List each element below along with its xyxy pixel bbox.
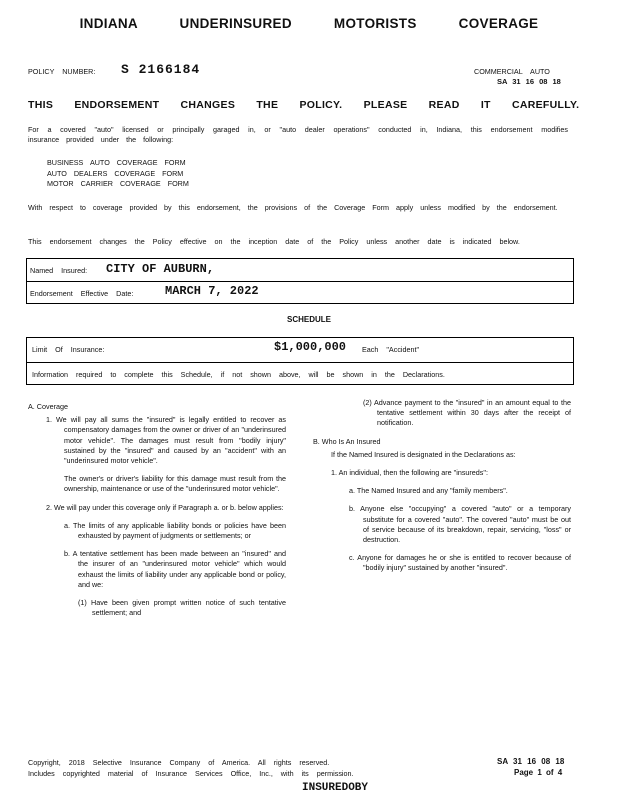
- form-item: MOTOR CARRIER COVERAGE FORM: [47, 179, 189, 188]
- limit-value: $1,000,000: [274, 340, 347, 354]
- endorsement-date-label: Endorsement Effective Date:: [30, 289, 134, 298]
- insured-stamp: INSUREDOBY: [302, 782, 369, 794]
- coverage-item-1-liability: The owner's or driver's liability for this damage must result from the ownership, maintenance or use of the "underinsured motor vehicle".: [64, 474, 286, 494]
- forms-modified-list: [47, 158, 189, 190]
- who-is-insured-intro: If the Named Insured is designated in the Declarations as:: [331, 449, 516, 459]
- form-item: AUTO DEALERS COVERAGE FORM: [47, 168, 184, 178]
- named-insured-label: Named Insured:: [30, 266, 88, 275]
- respect-paragraph: With respect to coverage provided by this endorsement, the provisions of the Coverage Form apply unless modified by the endorsement.: [28, 203, 558, 212]
- document-title: INDIANA UNDERINSURED MOTORISTS COVERAGE: [79, 16, 539, 31]
- coverage-item-2b: b. A tentative settlement has been made between an "insured" and the insurer of an "underinsured motor vehicle" which would exhaust the limits of liability under any applicable bond or policy, and we:: [64, 549, 286, 589]
- insured-item-1: 1. An individual, then the following are "insureds":: [331, 468, 488, 478]
- section-a-heading: A. Coverage: [28, 402, 68, 411]
- insured-item-1c: c. Anyone for damages he or she is entitled to recover because of "bodily injury" sustained by another "insured".: [349, 553, 571, 573]
- intro-paragraph: For a covered "auto" licensed or principally garaged in, or "auto dealer operations" conducted in, Indiana, this endorsement modifies insurance provided under the following:: [28, 125, 568, 144]
- coverage-item-2b2: (2) Advance payment to the "insured" in an amount equal to the tentative settlement within 30 days after the receipt of notification.: [363, 398, 571, 428]
- form-code-bottom: SA 31 16 08 18: [497, 757, 565, 766]
- insured-item-1b: b. Anyone else "occupying" a covered "auto" or a temporary substitute for a covered "auto". The covered "auto" must be out of service because of its breakdown, repair, servicing, "loss" or destruction.: [349, 504, 571, 545]
- schedule-heading: SCHEDULE: [286, 315, 331, 324]
- form-code-top: SA 31 16 08 18: [497, 77, 561, 86]
- endorsement-date-value: MARCH 7, 2022: [165, 284, 259, 298]
- endorsement-notice: THIS ENDORSEMENT CHANGES THE POLICY. PLEASE READ IT CAREFULLY.: [28, 99, 580, 111]
- effective-paragraph: This endorsement changes the Policy effective on the inception date of the Policy unless another date is indicated below.: [28, 237, 520, 246]
- footer-copyright: Copyright, 2018 Selective Insurance Company of America. All rights reserved.: [28, 758, 330, 767]
- policy-number-label: POLICY NUMBER:: [28, 67, 96, 76]
- section-b-heading: B. Who Is An Insured: [313, 436, 381, 446]
- coverage-item-2a: a. The limits of any applicable liability bonds or policies have been exhausted by payment of judgments or settlements; or: [64, 520, 286, 541]
- page-number: Page 1 of 4: [514, 768, 563, 777]
- coverage-item-2b1: (1) Have been given prompt written notice of such tentative settlement; and: [78, 598, 286, 618]
- limit-label: Limit Of Insurance:: [32, 345, 105, 354]
- schedule-info-note: Information required to complete this Schedule, if not shown above, will be shown in the Declarations.: [32, 370, 445, 379]
- coverage-item-2: 2. We will pay under this coverage only if Paragraph a. or b. below applies:: [46, 502, 284, 512]
- right-column: [313, 398, 571, 582]
- left-column: [28, 402, 286, 626]
- limit-suffix: Each "Accident": [362, 345, 420, 354]
- form-item: BUSINESS AUTO COVERAGE FORM: [47, 158, 186, 167]
- policy-number: S 2166184: [121, 62, 201, 77]
- line-of-business: COMMERCIAL AUTO: [474, 67, 550, 76]
- coverage-item-1: 1. We will pay all sums the "insured" is legally entitled to recover as compensatory damages from the owner or driver of an "underinsured motor vehicle". The damages must result from "bodily injury" sustained by the "insured" and caused by an "accident" with an "underinsured motor vehicle".: [46, 415, 286, 466]
- insured-item-1a: a. The Named Insured and any "family members".: [349, 486, 508, 496]
- footer-includes: Includes copyrighted material of Insurance Services Office, Inc., with its permission.: [28, 769, 354, 778]
- named-insured-value: CITY OF AUBURN,: [106, 262, 215, 276]
